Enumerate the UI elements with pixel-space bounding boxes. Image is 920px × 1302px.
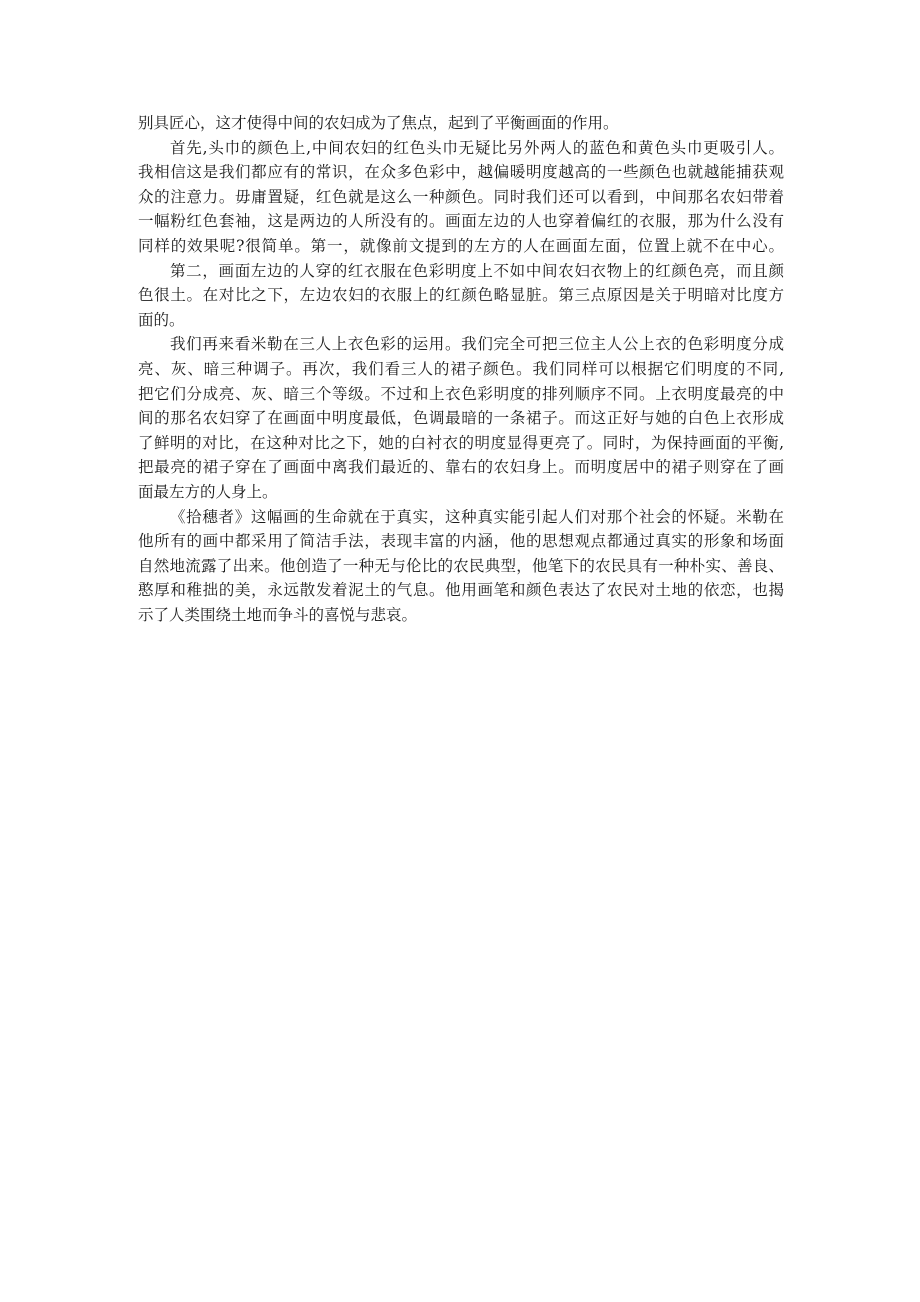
text-line: 亮、灰、暗三种调子。再次，我们看三人的裙子颜色。我们同样可以根据它们明度的不同, <box>138 359 784 378</box>
text-line: 别具匠心，这才使得中间的农妇成为了焦点，起到了平衡画面的作用。 <box>138 114 619 132</box>
text-line: 间的那名农妇穿了在画面中明度最低，色调最暗的一条裙子。而这正好与她的白色上衣形成 <box>138 409 784 428</box>
text-line: 《拾穗者》这幅画的生命就在于真实，这种真实能引起人们对那个社会的怀疑。米勒在 <box>170 507 784 526</box>
text-line: 了鲜明的对比，在这种对比之下，她的白衬衣的明度显得更亮了。同时，为保持画面的平衡, <box>138 433 784 452</box>
text-line: 把最亮的裙子穿在了画面中离我们最近的、靠右的农妇身上。而明度居中的裙子则穿在了画 <box>138 458 784 477</box>
text-line: 众的注意力。毋庸置疑，红色就是这么一种颜色。同时我们还可以看到，中间那名农妇带着 <box>138 187 784 206</box>
text-line: 自然地流露了出来。他创造了一种无与伦比的农民典型，他笔下的农民具有一种朴实、善良、 <box>138 556 784 575</box>
text-line: 憨厚和稚拙的美，永远散发着泥土的气息。他用画笔和颜色表达了农民对土地的依恋，也揭 <box>138 581 784 600</box>
text-line: 第二，画面左边的人穿的红衣服在色彩明度上不如中间农妇衣物上的红颜色亮，而且颜 <box>170 261 784 280</box>
text-line: 面的。 <box>138 310 185 329</box>
text-line: 同样的效果呢?很简单。第一，就像前文提到的左方的人在画面左面，位置上就不在中心。 <box>138 236 784 255</box>
text-line: 一幅粉红色套袖，这是两边的人所没有的。画面左边的人也穿着偏红的衣服，那为什么没有 <box>138 212 784 231</box>
text-line: 他所有的画中都采用了简洁手法，表现丰富的内涵，他的思想观点都通过真实的形象和场面 <box>138 532 784 551</box>
text-line: 我们再来看米勒在三人上衣色彩的运用。我们完全可把三位主人公上衣的色彩明度分成 <box>170 335 784 354</box>
text-line: 我相信这是我们都应有的常识，在众多色彩中，越偏暖明度越高的一些颜色也就越能捕获观 <box>138 163 784 182</box>
text-line: 把它们分成亮、灰、暗三个等级。不过和上衣色彩明度的排列顺序不同。上衣明度最亮的中 <box>138 384 784 403</box>
article-body <box>138 111 784 627</box>
text-line: 色很土。在对比之下，左边农妇的衣服上的红颜色略显脏。第三点原因是关于明暗对比度方 <box>138 286 784 305</box>
text-line: 面最左方的人身上。 <box>138 482 278 501</box>
text-line: 示了人类围绕土地而争斗的喜悦与悲哀。 <box>138 605 418 624</box>
text-line: 首先,头巾的颜色上,中间农妇的红色头巾无疑比另外两人的蓝色和黄色头巾更吸引人。 <box>170 138 784 157</box>
